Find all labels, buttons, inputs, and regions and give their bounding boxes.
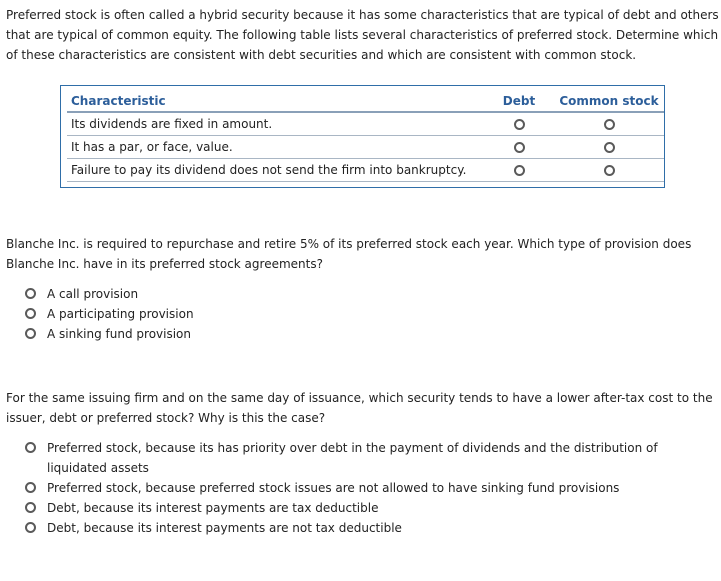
common-stock-radio[interactable]: [604, 119, 615, 130]
option-label: Preferred stock, because preferred stock issues are not allowed to have sinking fund provisions: [47, 481, 620, 495]
option-label: Debt, because its interest payments are tax deductible: [47, 501, 379, 515]
option-preferred-priority[interactable]: [25, 438, 685, 478]
question-3-options: [25, 438, 685, 538]
characteristic-label: Failure to pay its dividend does not send the firm into bankruptcy.: [67, 159, 484, 182]
common-stock-radio[interactable]: [604, 165, 615, 176]
characteristics-table-container: [60, 85, 665, 188]
option-debt-tax-deductible[interactable]: [25, 498, 685, 518]
debt-radio[interactable]: [514, 165, 525, 176]
option-label: A call provision: [47, 287, 139, 301]
radio-button[interactable]: [25, 502, 36, 513]
option-preferred-no-sinking-fund[interactable]: [25, 478, 685, 498]
characteristic-label: It has a par, or face, value.: [67, 136, 484, 159]
question-3-text: For the same issuing firm and on the same day of issuance, which security tends to have a lower after-tax cost to the issuer, debt or preferred stock? Why is this the case?: [6, 391, 713, 425]
option-call-provision[interactable]: [25, 284, 425, 304]
debt-radio[interactable]: [514, 142, 525, 153]
table-row: [67, 136, 664, 159]
option-label: Preferred stock, because its has priority over debt in the payment of dividends and the distribution of liquidated assets: [47, 441, 658, 475]
characteristics-table: [67, 90, 664, 182]
option-debt-not-tax-deductible[interactable]: [25, 518, 685, 538]
header-characteristic: Characteristic: [67, 90, 484, 112]
radio-button[interactable]: [25, 442, 36, 453]
radio-button[interactable]: [25, 288, 36, 299]
intro-paragraph: Preferred stock is often called a hybrid security because it has some characteristics that are typical of debt and others that are typical of common equity. The following table lists several characteristics of preferred stock. Determine which of these characteristics are consistent with debt securities and which are consistent with common stock.: [6, 8, 719, 62]
characteristic-label: Its dividends are fixed in amount.: [67, 112, 484, 136]
radio-button[interactable]: [25, 482, 36, 493]
common-stock-radio[interactable]: [604, 142, 615, 153]
option-label: Debt, because its interest payments are not tax deductible: [47, 521, 402, 535]
table-header-row: [67, 90, 664, 112]
option-label: A participating provision: [47, 307, 194, 321]
question-2-options: [25, 284, 425, 344]
radio-button[interactable]: [25, 522, 36, 533]
question-2-text: Blanche Inc. is required to repurchase and retire 5% of its preferred stock each year. Which type of provision does Blanche Inc. have in its preferred stock agreements?: [6, 237, 692, 271]
option-participating-provision[interactable]: [25, 304, 425, 324]
debt-radio[interactable]: [514, 119, 525, 130]
table-row: [67, 159, 664, 182]
header-common-stock: Common stock: [554, 90, 664, 112]
header-debt: Debt: [484, 90, 554, 112]
option-sinking-fund-provision[interactable]: [25, 324, 425, 344]
radio-button[interactable]: [25, 308, 36, 319]
option-label: A sinking fund provision: [47, 327, 191, 341]
radio-button[interactable]: [25, 328, 36, 339]
table-row: [67, 112, 664, 136]
